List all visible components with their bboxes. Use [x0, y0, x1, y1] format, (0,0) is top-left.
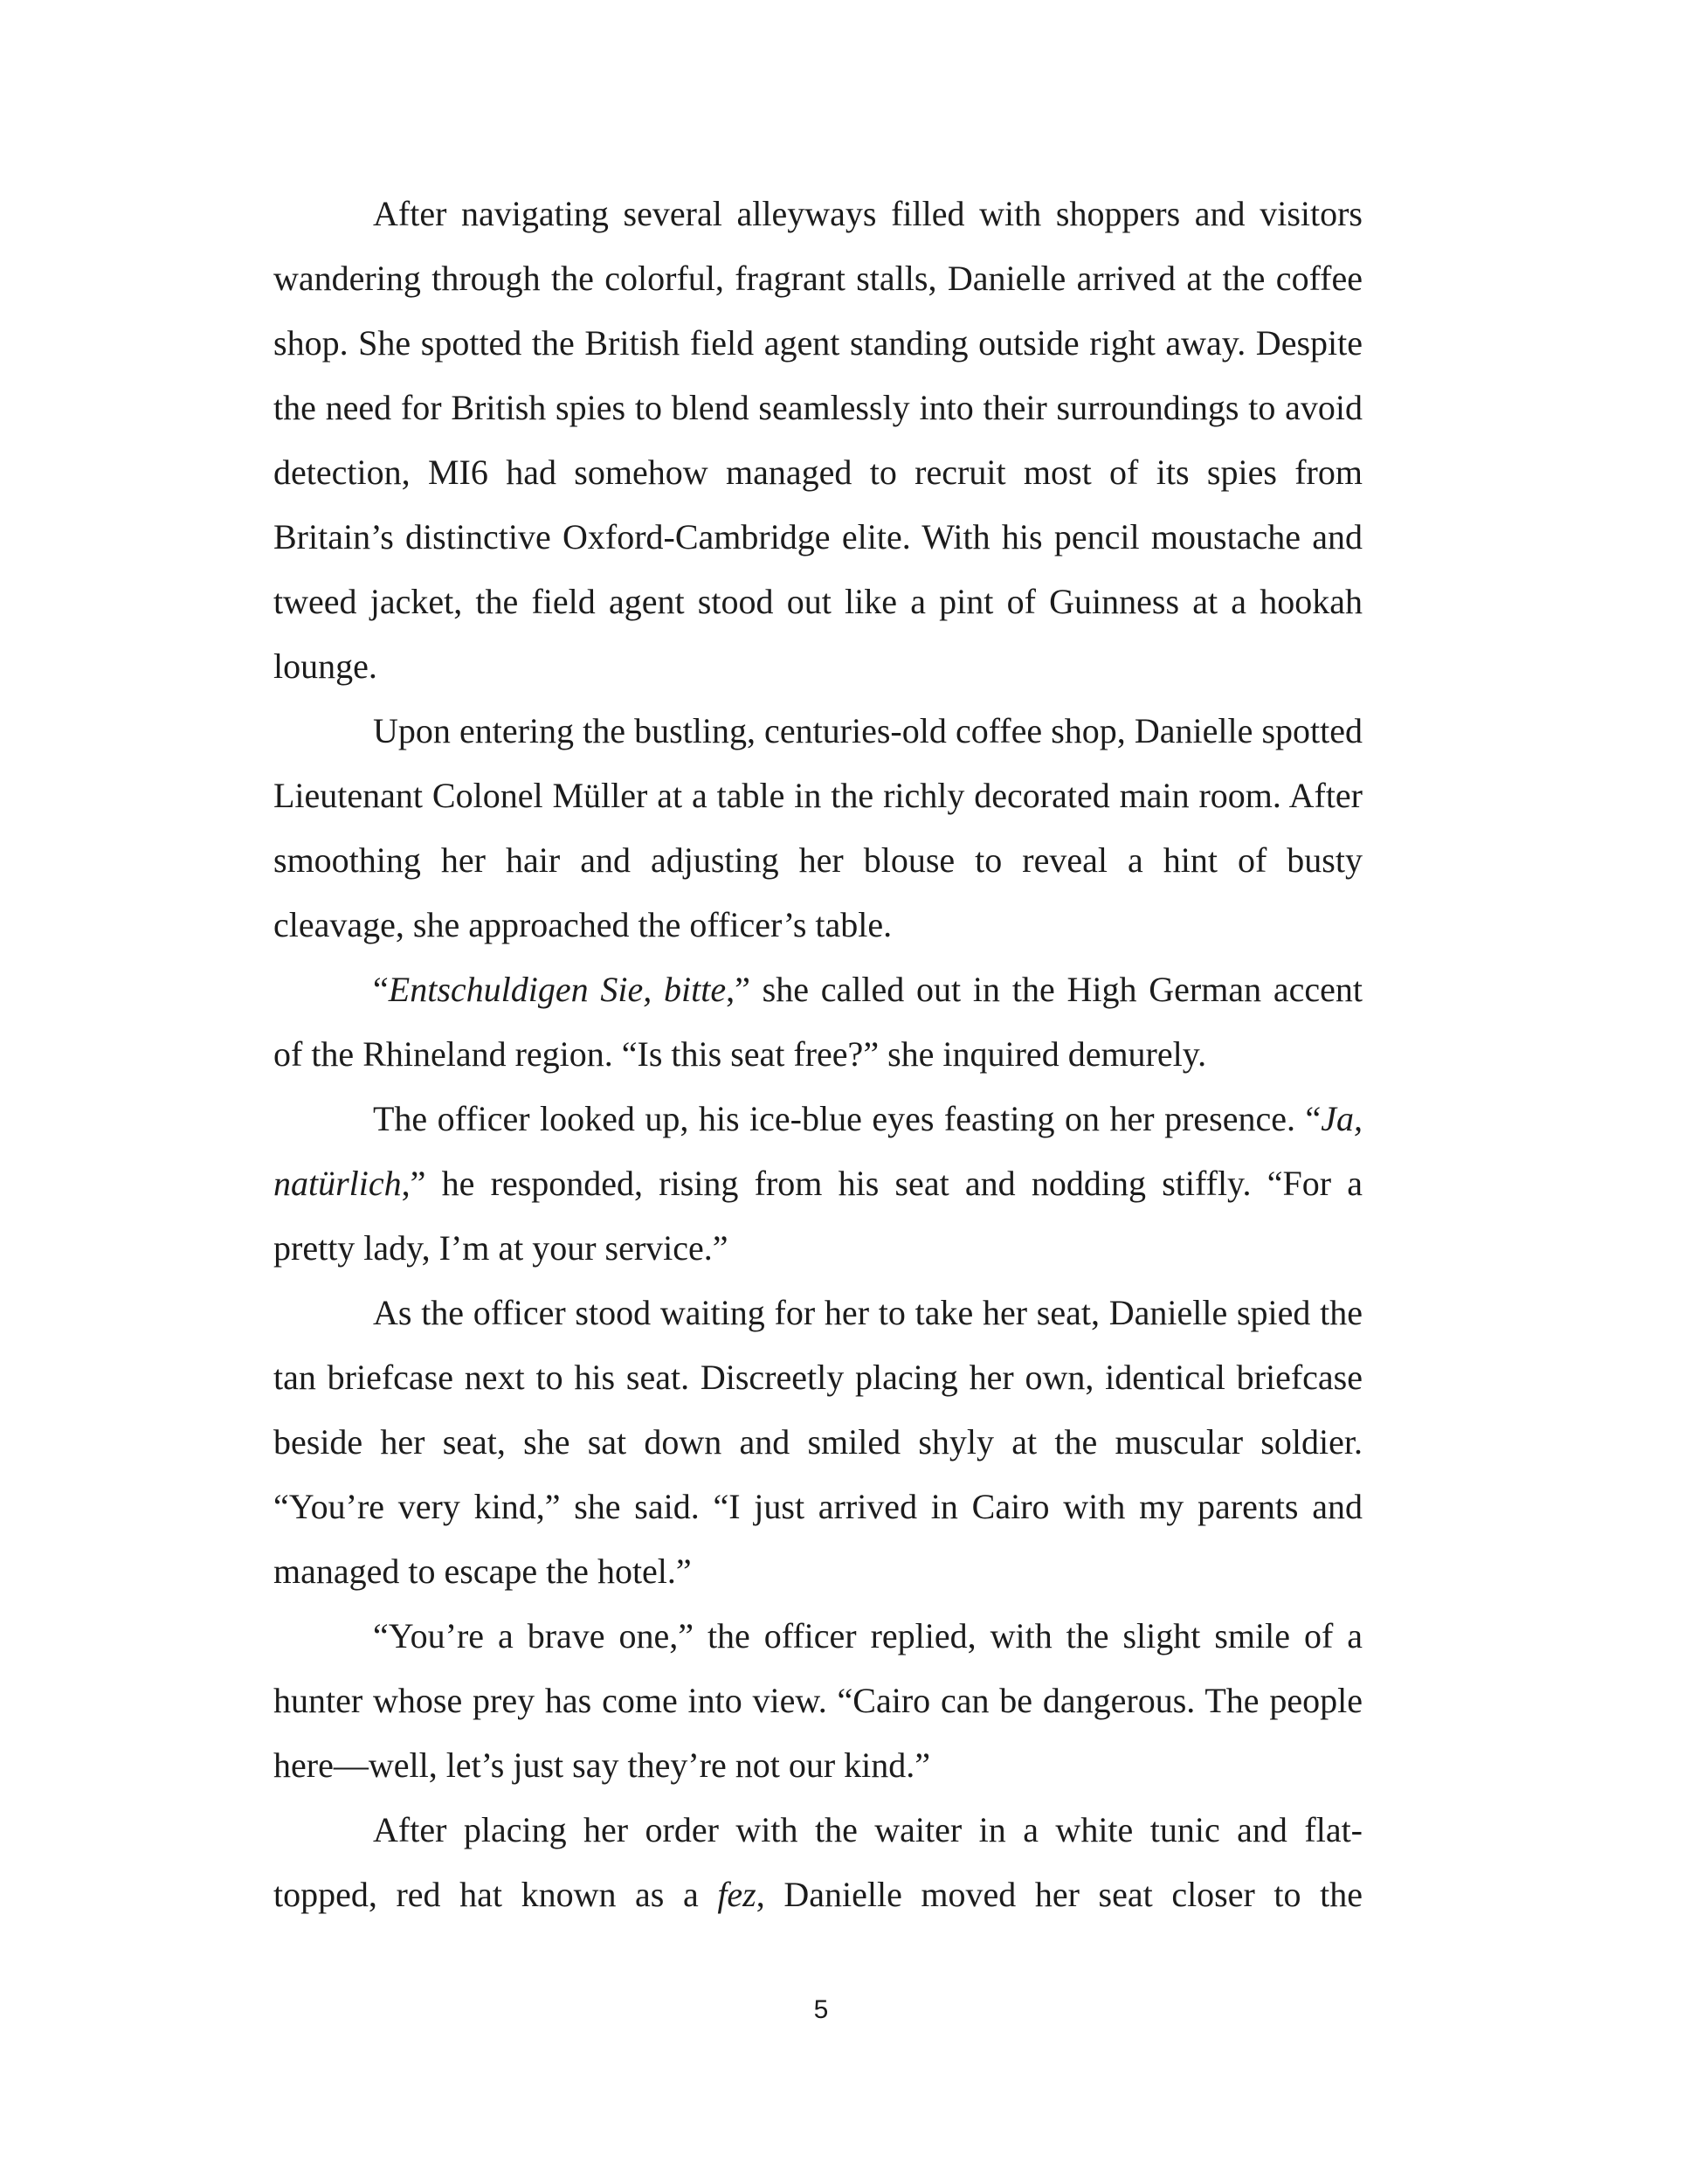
- body-text: [273, 182, 1363, 1927]
- paragraph: [273, 957, 1363, 1087]
- paragraph: [273, 1281, 1363, 1604]
- italic-text: fez: [717, 1875, 756, 1914]
- italic-text: Ja, natürlich: [273, 1099, 1363, 1203]
- text-run: , Danielle moved her seat closer to the: [756, 1875, 1363, 1914]
- page-number: 5: [813, 1995, 829, 2024]
- text-run: “You’re a brave one,” the officer replied, with the slight smile of a hunter whose prey has come into view. “Cairo can be dangerous. The people here—well, let’s just say they’re not our kind.”: [273, 1616, 1363, 1785]
- paragraph: [273, 699, 1363, 957]
- paragraph: [273, 1087, 1363, 1281]
- paragraph: [273, 182, 1363, 699]
- text-run: After placing her order with the waiter in a white tunic and flat-topped, red hat known as a: [273, 1810, 1363, 1914]
- text-run: “: [373, 970, 389, 1009]
- text-run: As the officer stood waiting for her to take her seat, Danielle spied the tan briefcase next to his seat. Discreetly placing her own, identical briefcase beside her seat, she sat down and smiled shyly at the muscular soldier. “You’re very kind,” she said. “I just arrived in Cairo with my parents and managed to escape the hotel.”: [273, 1293, 1363, 1591]
- text-run: Upon entering the bustling, centuries-old coffee shop, Danielle spotted Lieutenant Colonel Müller at a table in the richly decorated main room. After smoothing her hair and adjusting her blouse to reveal a hint of busty cleavage, she approached the officer’s table.: [273, 711, 1363, 944]
- text-run: After navigating several alleyways filled with shoppers and visitors wandering through the colorful, fragrant stalls, Danielle arrived at the coffee shop. She spotted the British field agent standing outside right away. Despite the need for British spies to blend seamlessly into their surroundings to avoid detection, MI6 had somehow managed to recruit most of its spies from Britain’s distinctive Oxford-Cambridge elite. With his pencil moustache and tweed jacket, the field agent stood out like a pint of Guinness at a hookah lounge.: [273, 194, 1363, 686]
- text-run: The officer looked up, his ice-blue eyes feasting on her presence. “: [373, 1099, 1322, 1138]
- italic-text: Entschuldigen Sie, bitte: [388, 970, 727, 1009]
- text-run: ,” he responded, rising from his seat and nodding stiffly. “For a pretty lady, I’m at your service.”: [273, 1164, 1363, 1268]
- text-run: ,” she called out in the High German accent of the Rhineland region. “Is this seat free?” she inquired demurely.: [273, 970, 1363, 1074]
- paragraph: [273, 1604, 1363, 1798]
- paragraph: [273, 1798, 1363, 1927]
